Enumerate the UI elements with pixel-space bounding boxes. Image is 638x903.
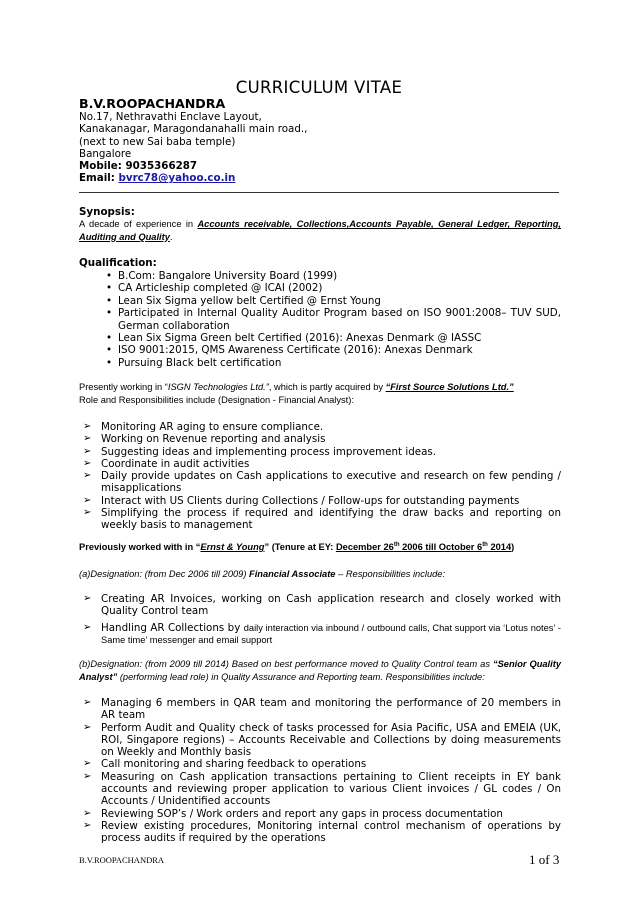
item-lead: Handling AR Collections by xyxy=(101,621,244,634)
qualification-heading: Qualification: xyxy=(79,257,157,269)
list-item: ➢ Simplifying the process if required and identifying the draw backs and reporting on weekly basis to management xyxy=(79,507,561,532)
designation-b-tail: (performing lead role) in Quality Assurance and Reporting team. Responsibilities include: xyxy=(117,671,485,682)
address-line: Bangalore xyxy=(79,147,132,160)
present-responsibilities xyxy=(79,421,561,532)
present-company: ISGN Technologies Ltd.” xyxy=(167,382,269,392)
previous-employer xyxy=(79,542,561,552)
list-item: ➢ Interact with US Clients during Collections / Follow-ups for outstanding payments xyxy=(79,495,561,507)
list-item: ➢ Review existing procedures, Monitoring internal control mechanism of operations by process audits if required by the operations xyxy=(79,820,561,845)
address-line: Kanakanagar, Maragondanahalli main road., xyxy=(79,123,308,136)
designation-a-tail: – Responsibilities include: xyxy=(335,569,446,579)
designation-b-responsibilities xyxy=(79,697,561,845)
page-number: 1 of 3 xyxy=(529,852,560,867)
email-label: Email: xyxy=(79,172,115,185)
email-line xyxy=(79,172,307,184)
list-item: ➢ Creating AR Invoices, working on Cash application research and closely worked with Quality Control team xyxy=(79,593,561,618)
synopsis-end: . xyxy=(169,231,173,242)
tenure-start-suffix: th xyxy=(393,542,400,548)
previous-tenure-label: ” (Tenure at EY: xyxy=(264,542,336,553)
tenure-end: 2006 till October 6 xyxy=(399,542,483,553)
item-rest: daily interaction via inbound / outbound calls, Chat support via ‘Lotus notes’ - Same time’ messenger and email support xyxy=(101,622,561,645)
list-item: • Lean Six Sigma Green belt Certified (2016): Anexas Denmark @ IASSC xyxy=(79,332,561,344)
mobile-label: Mobile: xyxy=(79,160,122,173)
list-item: ➢ Daily provide updates on Cash applications to executive and research on few pending / misapplications xyxy=(79,470,561,495)
previous-company: Ernst & Young xyxy=(200,542,265,553)
synopsis-highlight: Accounts receivable, Collections,Accounts Payable, General Ledger, Reporting, Auditing and Quality xyxy=(79,219,561,242)
tenure-end-year: 2014 xyxy=(487,542,512,553)
designation-a-list xyxy=(79,593,561,646)
footer-name: B.V.ROOPACHANDRA xyxy=(79,855,165,865)
synopsis-lead: A decade of experience in xyxy=(79,219,198,229)
address-line: (next to new Sai baba temple) xyxy=(79,135,236,148)
contact-block xyxy=(79,111,307,185)
designation-a-responsibilities xyxy=(79,593,561,646)
list-item: ➢ Working on Revenue reporting and analysis xyxy=(79,433,561,445)
list-item: ➢ Monitoring AR aging to ensure compliance. xyxy=(79,421,561,433)
list-item: • Participated in Internal Quality Auditor Program based on ISO 9001:2008– TUV SUD, German collaboration xyxy=(79,307,561,332)
present-role-section xyxy=(79,381,561,406)
present-employer xyxy=(79,381,561,394)
qualification-list xyxy=(79,270,561,369)
list-item: ➢ Measuring on Cash application transactions pertaining to Client receipts in EY bank accounts and reviewing proper application to various Client invoices / GL codes / On Accounts / Unidentified accounts xyxy=(79,771,561,808)
address-line: No.17, Nethravathi Enclave Layout, xyxy=(79,111,262,123)
present-mid: , which is partly acquired by xyxy=(268,382,386,392)
qualification-section xyxy=(79,257,561,369)
list-item: ➢ Suggesting ideas and implementing process improvement ideas. xyxy=(79,446,561,458)
present-role-line: Role and Responsibilities include (Designation - Financial Analyst): xyxy=(79,394,354,405)
document-title: CURRICULUM VITAE xyxy=(235,78,403,97)
previous-close: ) xyxy=(511,542,515,553)
list-item: ➢ Reviewing SOP’s / Work orders and report any gaps in process documentation xyxy=(79,808,561,820)
mobile-line xyxy=(79,160,307,172)
previous-lead: Previously worked with in “ xyxy=(79,542,201,553)
list-item: • Lean Six Sigma yellow belt Certified @ Ernst Young xyxy=(79,295,561,307)
designation-b-list xyxy=(79,697,561,845)
tenure-start: December 26 xyxy=(335,542,394,553)
designation-b-role: “Senior Quality Analyst” xyxy=(79,659,561,682)
list-item xyxy=(79,622,561,647)
present-lead: Presently working in “ xyxy=(79,382,168,392)
synopsis-text xyxy=(79,218,561,243)
email-link[interactable]: bvrc78@yahoo.co.in xyxy=(118,172,236,185)
designation-b-heading xyxy=(79,658,561,683)
synopsis-heading: Synopsis: xyxy=(79,206,135,218)
designation-a-lead: (a)Designation: (from Dec 2006 till 2009) xyxy=(79,569,250,579)
list-item: • Pursuing Black belt certification xyxy=(79,357,561,369)
candidate-name: B.V.ROOPACHANDRA xyxy=(79,96,226,111)
list-item: • B.Com: Bangalore University Board (1999) xyxy=(79,270,561,282)
mobile-number: 9035366287 xyxy=(125,160,198,173)
list-item: • ISO 9001:2015, QMS Awareness Certificate (2016): Anexas Denmark xyxy=(79,344,561,356)
present-list xyxy=(79,421,561,532)
list-item: ➢ Managing 6 members in QAR team and monitoring the performance of 20 members in AR team xyxy=(79,697,561,722)
list-item: • CA Articleship completed @ ICAI (2002) xyxy=(79,282,561,294)
designation-a-heading xyxy=(79,568,561,581)
synopsis-section xyxy=(79,206,561,243)
list-item: ➢ Coordinate in audit activities xyxy=(79,458,561,470)
present-acquirer: “First Source Solutions Ltd.” xyxy=(385,382,514,392)
header-divider xyxy=(79,192,559,193)
list-item: ➢ Perform Audit and Quality check of tasks processed for Asia Pacific, USA and EMEIA (UK, ROI, Singapore regions) – Accounts Receivable and Collections by doing measurements on Weekly and Monthly basis xyxy=(79,722,561,759)
designation-a-role: Financial Associate xyxy=(249,569,336,579)
previous-tenure xyxy=(336,542,511,552)
designation-b-lead: (b)Designation: (from 2009 till 2014) Based on best performance moved to Quality Control team as xyxy=(79,659,493,669)
tenure-end-suffix: th xyxy=(482,542,488,548)
list-item: ➢ Call monitoring and sharing feedback to operations xyxy=(79,758,561,770)
